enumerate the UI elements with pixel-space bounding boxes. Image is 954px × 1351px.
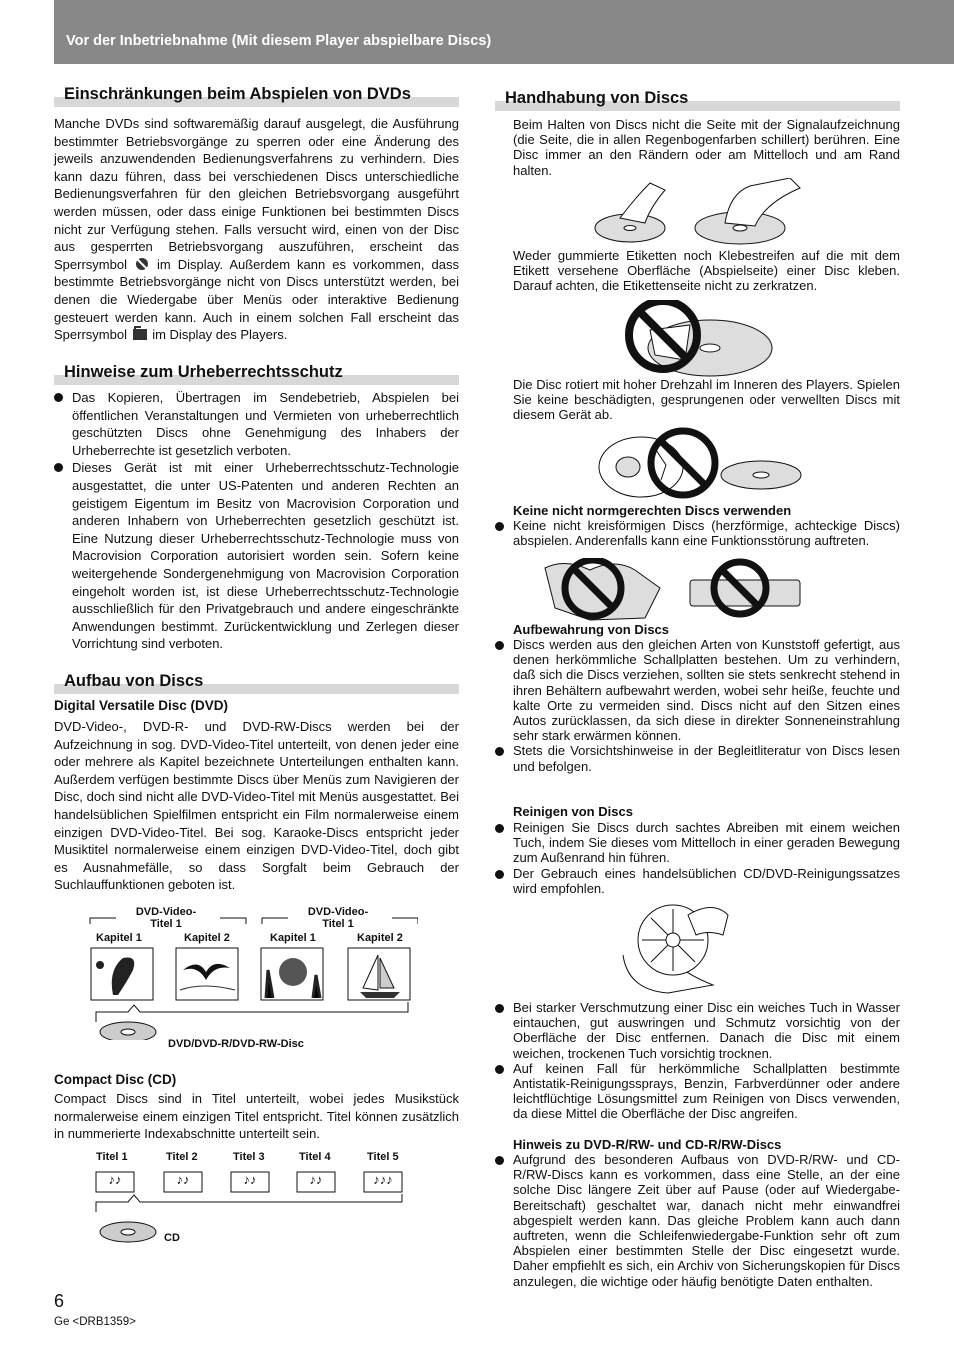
cd-subheading: Compact Disc (CD) <box>54 1072 177 1087</box>
chapter-label: Kapitel 2 <box>184 932 230 944</box>
copyright-text <box>54 389 459 653</box>
music-note-icon: ♪♪ <box>309 1172 323 1187</box>
cd-title-label: Titel 2 <box>166 1151 198 1163</box>
header-banner <box>54 0 954 64</box>
section-heading-handling: Handhabung von Discs <box>495 101 900 111</box>
list-item: Reinigen Sie Discs durch sachtes Abreiben mit einem weichen Tuch, indem Sie dieses vom Mittelloch in einer geraden Bewegung zum Außenrand hin führen. <box>495 820 900 866</box>
subheading-storage: Aufbewahrung von Discs <box>513 622 670 637</box>
header-title: Vor der Inbetriebnahme (Mit diesem Player abspielbare Discs) <box>66 33 492 49</box>
list-item: Aufgrund des besonderen Aufbaus von DVD-R/RW- und CD-R/RW-Discs kann es vorkommen, dass eine Stelle, an der eine solche Disc längere Zeit über auf Pause (oder auf Wiedergabe-Bereitschaft) geschaltet war, danach nicht mehr einwandfrei abgespielt werden kann. Das gleiche Problem kann auch dann auftreten, wenn die Schleifenwiedergabe-Funktion sehr oft zum Abspielen einer bestimmten Stelle der Disc eingesetzt wurde. Daher empfiehlt es sich, ein Archiv von Sicherungskopien für Discs anzulegen, die wichtige oder häufig benötigte Daten enthalten. <box>495 1152 900 1289</box>
music-note-icon: ♪♪ <box>176 1172 190 1187</box>
document-code: Ge <DRB1359> <box>54 1316 136 1328</box>
cleaning-text-2 <box>495 1000 900 1122</box>
recordable-text <box>495 1152 900 1289</box>
cd-text: Compact Discs sind in Titel unterteilt, wobei jedes Musikstück normalerweise einem einzigen Titel entspricht. Titel können zusätzlich in nummerierte Indexabschnitte unterteilt sein. <box>54 1091 459 1142</box>
nonstandard-text <box>495 518 900 548</box>
music-note-icon: ♪♪ <box>243 1172 257 1187</box>
list-item: Das Kopieren, Übertragen im Sendebetrieb, Abspielen bei öffentlichen Veranstaltungen und Vermieten von urheberrechtlich geschützten Discs ohne Genehmigung des Inhabers der Urheberrechte ist gesetzlich verboten. <box>54 389 459 459</box>
list-item: Dieses Gerät ist mit einer Urheberrechtsschutz-Technologie ausgestattet, die unter US-Patenten und anderen Rechten an geistigem Eigentum im Besitz von Macrovision Corporation und anderen Inhabern von Urheberrechten gesetzlich geschützt ist. Eine Nutzung dieser Urheberrechtsschutz-Technologie muss von Macrovision Corporation autorisiert worden sein. Sofern keine weitergehende Sondergenehmigung von Macrovision Corporation eingeholt worden ist, ist diese Urheberrechtsschutz-Technologie ausschließlich für den Privatgebrauch und andere eingeschränkte Anwendungen bestimmt. Zurückentwicklung und Zerlegen dieser Vorrichtung sind verboten. <box>54 459 459 653</box>
section-heading-disc-structure: Aufbau von Discs <box>54 684 459 694</box>
list-item: Discs werden aus den gleichen Arten von Kunststoff gefertigt, aus denen herkömmliche Schallplatten bestehen. Um zu verhindern, daß sich die Discs verziehen, sollten sie stets senkrecht stehend in ihren Behältern aufbewahrt werden, wobei sehr heiße, feuchte und kalte Orte zu vermeiden sind. Discs nicht auf den Sitzen eines Autos zurücklassen, da sich diese in direkter Sonneneinstrahlung sehr stark erwärmen können. <box>495 637 900 743</box>
subheading-cleaning: Reinigen von Discs <box>513 804 633 819</box>
dvd-text: DVD-Video-, DVD-R- und DVD-RW-Discs werden bei der Aufzeichnung in sog. DVD-Video-Titel unterteilt, von denen jeder eine oder mehrere als Kapitel bezeichnete Unterteilungen enthalten kann. Außerdem verfügen bestimmte Discs über Menüs zum Navigieren der Disc, doch sind nicht alle DVD-Video-Titel mit Menüs ausgestattet. Bei handelsüblichen Spielfilmen entspricht ein Film normalerweise einem einzigen DVD-Video-Titel. Bei sog. Karaoke-Discs entspricht jeder Musiktitel normalerweise einem einzigen DVD-Video-Titel, doch gibt es Ausnahmefälle, so dass Sorgfalt beim Gebrauch der Suchlauffunktionen geboten ist. <box>54 719 459 893</box>
list-item: Keine nicht kreisförmigen Discs (herzförmige, achteckige Discs) abspielen. Anderenfalls kann eine Funktionsstörung auftreten. <box>495 518 900 548</box>
list-item: Der Gebrauch eines handelsüblichen CD/DVD-Reinigungssatzes wird empfohlen. <box>495 866 900 896</box>
section-heading-copyright: Hinweise zum Urheberrechtsschutz <box>54 375 459 385</box>
non-round-discs-illustration <box>535 558 805 622</box>
no-labels-illustration <box>615 300 775 380</box>
storage-text <box>495 637 900 774</box>
cd-disc-label: CD <box>164 1232 180 1244</box>
chapter-label: Kapitel 1 <box>270 932 316 944</box>
dvd-title-label-2: DVD-Video- Titel 1 <box>307 906 369 930</box>
cleaning-text <box>495 820 900 896</box>
cd-title-label: Titel 5 <box>367 1151 399 1163</box>
list-item: Bei starker Verschmutzung einer Disc ein weiches Tuch in Wasser eintauchen, gut auswringen und Schmutz vorsichtig von der Oberfläche der Disc entfernen. Danach die Disc mit einem weichen, trockenen Tuch vorsichtig trocknen. <box>495 1000 900 1061</box>
cd-title-label: Titel 3 <box>233 1151 265 1163</box>
handling-text-2: Weder gummierte Etiketten noch Klebestreifen auf die mit dem Etikett versehene Oberfläche (Abspielseite) einer Disc kleben. Darauf achten, die Etikettenseite nicht zu zerkratzen. <box>513 248 900 294</box>
handling-text-3: Die Disc rotiert mit hoher Drehzahl im Inneren des Players. Spielen Sie keine beschädigten, gesprungenen oder verwellten Discs mit diesem Gerät ab. <box>513 377 900 423</box>
cd-title-label: Titel 4 <box>299 1151 331 1163</box>
cd-title-label: Titel 1 <box>96 1151 128 1163</box>
music-note-icon: ♪♪ <box>108 1172 122 1187</box>
chapter-label: Kapitel 2 <box>357 932 403 944</box>
dvd-structure-diagram <box>88 910 418 1040</box>
music-note-icon: ♪♪♪ <box>373 1172 393 1187</box>
subheading-recordable: Hinweis zu DVD-R/RW- und CD-R/RW-Discs <box>513 1137 782 1152</box>
lock-symbol-icon <box>131 326 149 342</box>
page-number: 6 <box>54 1291 65 1311</box>
handling-text-1: Beim Halten von Discs nicht die Seite mit der Signalaufzeichnung (die Seite, die in allen Regenbogenfarben schillert) berühren. Eine Disc immer an den Rändern oder am Mittelloch und am Rand halten. <box>513 117 900 178</box>
hand-holding-disc-illustration <box>590 178 810 248</box>
section-heading-restrictions: Einschränkungen beim Abspielen von DVDs <box>54 97 459 107</box>
list-item: Auf keinen Fall für herkömmliche Schallplatten bestimmte Antistatik-Reinigungssprays, Benzin, Farbverdünner oder andere leichtflüchtige Lösungsmittel zum Reinigen von Discs verwenden, da diese Mittel die Oberfläche der Disc angreifen. <box>495 1061 900 1122</box>
restrictions-text: Manche DVDs sind softwaremäßig darauf ausgelegt, die Ausführung bestimmter Betriebsvorgänge zu sperren oder eine Änderung des jeweils anzuwendenden Bedienungsverfahrens zu verhindern. Dies kann dazu führen, dass bei verschiedenen Discs unterschiedliche Bedienungsverfahren für den gleichen Betriebsvorgang ausgeführt werden müssen, oder dass einige Funktionen bei bestimmten Discs nicht zur Verfügung stehen. Falls versucht wird, einen von der Disc aus gesperrten Betriebsvorgang auszuführen, erscheint das Sperrsymbol im Display. Außerdem kann es vorkommen, dass bestimmte Betriebsvorgänge nicht von Discs unterstützt werden, bei denen die Wiedergabe über Menüs oder interaktive Bedienung gesteuert werden kann. Auch in einem solchen Fall erscheint das Sperrsymbol im Display des Players. <box>54 116 459 343</box>
subheading-nonstandard: Keine nicht normgerechten Discs verwenden <box>513 503 792 518</box>
chapter-label: Kapitel 1 <box>96 932 142 944</box>
dvd-title-label-1: DVD-Video- Titel 1 <box>135 906 197 930</box>
dvd-subheading: Digital Versatile Disc (DVD) <box>54 698 229 713</box>
list-item: Stets die Vorsichtshinweise in der Begleitliteratur von Discs lesen und befolgen. <box>495 743 900 773</box>
no-damaged-discs-illustration <box>596 425 806 505</box>
dvd-disc-label: DVD/DVD-R/DVD-RW-Disc <box>168 1038 304 1050</box>
lock-symbol-icon <box>134 256 150 272</box>
cleaning-disc-illustration <box>618 895 733 995</box>
